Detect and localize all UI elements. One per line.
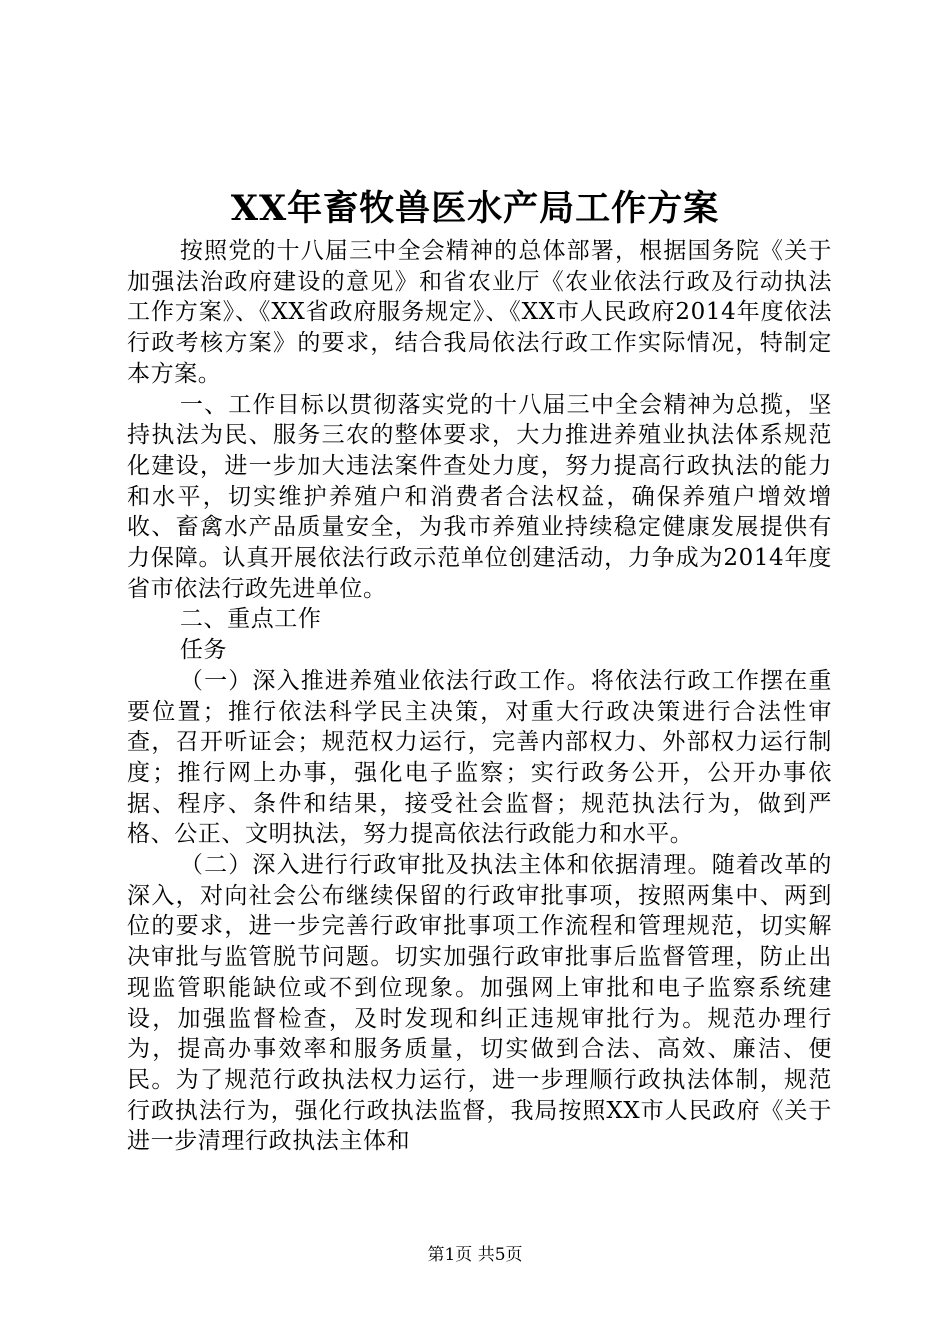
section-heading-key-work: 二、重点工作	[179, 606, 322, 633]
paragraph-task-2: （二）深入进行行政审批及执法主体和依据清理。随着改革的深入，对向社会公布继续保留的行政审批事项，按照两集中、两到位的要求，进一步完善行政审批事项工作流程和管理规范，切实解决审批与监管脱节问题。切实加强行政审批事后监督管理，防止出现监管职能缺位或不到位现象。加强网上审批和电子监察系统建设，加强监督检查，及时发现和纠正违规审批行为。规范办理行为，提高办事效率和服务质量，切实做到合法、高效、廉洁、便民。为了规范行政执法权力运行，进一步理顺行政执法体制，规范行政执法行为，强化行政执法监督，我局按照XX市人民政府《关于进一步清理行政执法主体和	[127, 852, 832, 1155]
paragraph-goals: 一、工作目标以贯彻落实党的十八届三中全会精神为总揽，坚持执法为民、服务三农的整体要求，大力推进养殖业执法体系规范化建设，进一步加大违法案件查处力度，努力提高行政执法的能力和水平，切实维护养殖户和消费者合法权益，确保养殖户增效增收、畜禽水产品质量安全，为我市养殖业持续稳定健康发展提供有力保障。认真开展依法行政示范单位创建活动，力争成为2014年度省市依法行政先进单位。	[127, 391, 832, 602]
document-body	[127, 236, 832, 1157]
section-heading-tasks: 任务	[179, 637, 228, 664]
page-footer: 第1页 共5页	[427, 1245, 523, 1265]
paragraph-task-1: （一）深入推进养殖业依法行政工作。将依法行政工作摆在重要位置；推行依法科学民主决策，对重大行政决策进行合法性审查，召开听证会；规范权力运行，完善内部权力、外部权力运行制度；推行网上办事，强化电子监察；实行政务公开，公开办事依据、程序、条件和结果，接受社会监督；规范执法行为，做到严格、公正、文明执法，努力提高依法行政能力和水平。	[127, 667, 832, 848]
document-title: XX年畜牧兽医水产局工作方案	[230, 188, 720, 229]
paragraph-intro: 按照党的十八届三中全会精神的总体部署，根据国务院《关于加强法治政府建设的意见》和省农业厅《农业依法行政及行动执法工作方案》、《XX省政府服务规定》、《XX市人民政府2014年度依法行政考核方案》的要求，结合我局依法行政工作实际情况，特制定本方案。	[127, 238, 832, 387]
